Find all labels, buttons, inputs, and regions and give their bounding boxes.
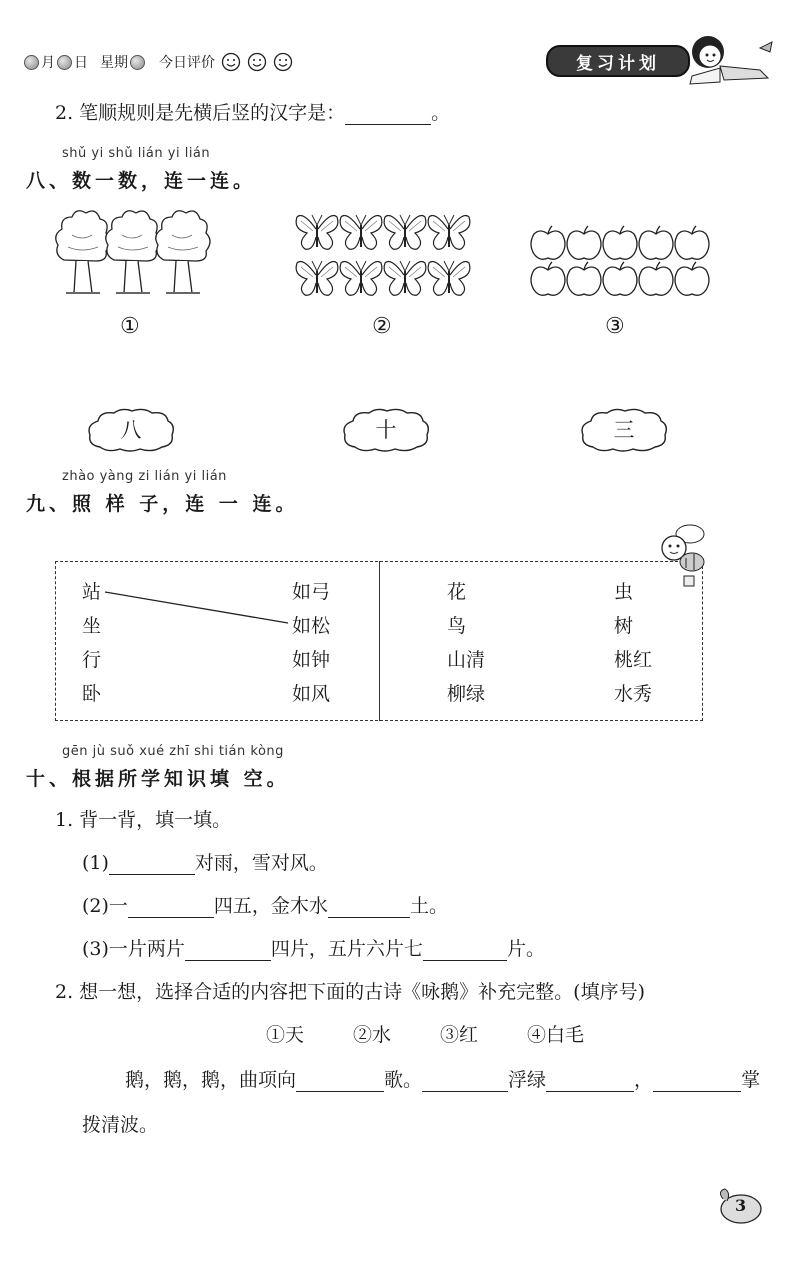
bee-mascot-icon (652, 522, 712, 590)
picture-label-1: ① (120, 314, 140, 339)
fill-text: 四片，五片六片七 (270, 938, 423, 960)
weekday-label: 星期 (100, 55, 128, 71)
answer-blank[interactable] (423, 940, 507, 961)
apple-icon (567, 262, 601, 295)
simile-word[interactable]: 如风 (292, 683, 331, 705)
month-bullet-icon (24, 55, 39, 70)
pair-word[interactable]: 水秀 (614, 683, 653, 705)
apple-icon (639, 226, 673, 259)
simile-word[interactable]: 如弓 (292, 581, 331, 603)
example-connect-line (104, 590, 290, 626)
apple-icon (603, 262, 637, 295)
month-label: 月 (41, 55, 55, 71)
answer-blank[interactable] (422, 1071, 508, 1092)
option-1[interactable]: ①天 (266, 1024, 305, 1046)
poem-line (125, 1068, 760, 1092)
fill-text: 片。 (506, 938, 545, 960)
picture-label-2: ② (372, 314, 392, 339)
apple-icon (567, 226, 601, 259)
butterfly-icon (340, 261, 382, 295)
apples-picture (528, 222, 713, 300)
smiley-icon[interactable] (221, 52, 241, 72)
section-8-title: 八、数一数，连一连。 (26, 170, 257, 192)
simile-word[interactable]: 如松 (292, 615, 331, 637)
poem-text: 掌 (741, 1069, 761, 1091)
number-card-three[interactable]: 三 (613, 418, 635, 442)
apple-icon (531, 262, 565, 295)
pair-word[interactable]: 柳绿 (447, 683, 486, 705)
item-number: (3)一片两片 (82, 938, 185, 960)
answer-blank[interactable] (296, 1071, 384, 1092)
item-number: (1) (82, 852, 109, 874)
trees-picture (52, 205, 212, 300)
fill-line-2 (82, 894, 448, 918)
option-2[interactable]: ②水 (353, 1024, 392, 1046)
butterfly-icon (296, 215, 338, 249)
poem-text: ， (634, 1069, 654, 1091)
posture-word[interactable]: 坐 (82, 615, 102, 637)
recite-question: 1. 背一背，填一填。 (55, 809, 232, 831)
header-date-bar (22, 50, 293, 74)
apple-icon (639, 262, 673, 295)
rating-label: 今日评价 (159, 55, 215, 71)
fill-text: 对雨，雪对风。 (194, 852, 328, 874)
pair-word[interactable]: 花 (447, 581, 467, 603)
apple-icon (531, 226, 565, 259)
section-8-pinyin: shǔ yi shǔ lián yi lián (62, 146, 211, 161)
answer-blank[interactable] (546, 1071, 634, 1092)
stroke-order-question-text: 2. 笔顺规则是先横后竖的汉字是： (55, 102, 346, 124)
pair-word[interactable]: 鸟 (447, 615, 467, 637)
matching-divider (379, 561, 380, 721)
number-card-eight[interactable]: 八 (120, 418, 142, 442)
fill-text: 土。 (409, 895, 448, 917)
apple-icon (675, 226, 709, 259)
pair-word[interactable]: 树 (614, 615, 634, 637)
answer-blank[interactable] (328, 897, 410, 918)
review-plan-banner: 复习计划 (546, 45, 690, 77)
butterfly-icon (340, 215, 382, 249)
section-10-title: 十、根据所学知识填 空。 (26, 768, 290, 790)
apple-icon (675, 262, 709, 295)
punctuation: 。 (431, 102, 451, 124)
poem-line-end: 拨清波。 (82, 1114, 159, 1136)
day-bullet-icon (57, 55, 72, 70)
apple-icon (603, 226, 637, 259)
section-10-pinyin: gēn jù suǒ xué zhī shi tián kòng (62, 744, 284, 759)
simile-word[interactable]: 如钟 (292, 649, 331, 671)
poem-text: 歌。 (384, 1069, 423, 1091)
butterfly-icon (296, 261, 338, 295)
tree-icon (156, 211, 210, 293)
pair-word[interactable]: 山清 (447, 649, 486, 671)
butterfly-icon (384, 215, 426, 249)
tree-icon (56, 211, 110, 293)
smiley-icon[interactable] (273, 52, 293, 72)
option-3[interactable]: ③红 (440, 1024, 479, 1046)
option-4[interactable]: ④白毛 (527, 1024, 585, 1046)
number-card-ten[interactable]: 十 (375, 418, 397, 442)
smiley-icon[interactable] (247, 52, 267, 72)
butterfly-icon (428, 215, 470, 249)
fill-line-1 (82, 851, 328, 875)
picture-label-3: ③ (605, 314, 625, 339)
poem-text: 浮绿 (508, 1069, 547, 1091)
weekday-bullet-icon (130, 55, 145, 70)
poem-question: 2. 想一想，选择合适的内容把下面的古诗《咏鹅》补充完整。(填序号) (55, 981, 645, 1003)
reading-girl-icon (680, 28, 780, 88)
fill-line-3 (82, 937, 545, 961)
item-number: (2)一 (82, 895, 128, 917)
section-9-title: 九、照 样 子，连 一 连。 (26, 493, 299, 515)
answer-blank[interactable] (345, 104, 431, 125)
answer-blank[interactable] (185, 940, 271, 961)
answer-blank[interactable] (109, 854, 195, 875)
posture-word[interactable]: 卧 (82, 683, 102, 705)
butterflies-picture (295, 207, 475, 302)
butterfly-icon (384, 261, 426, 295)
butterfly-icon (428, 261, 470, 295)
answer-blank[interactable] (128, 897, 214, 918)
posture-word[interactable]: 站 (82, 581, 102, 603)
tree-icon (106, 211, 160, 293)
day-label: 日 (74, 55, 88, 71)
posture-word[interactable]: 行 (82, 649, 102, 671)
stroke-order-question (55, 101, 450, 125)
page-number: 3 (735, 1196, 747, 1215)
section-9-pinyin: zhào yàng zi lián yi lián (62, 469, 227, 484)
pair-word[interactable]: 虫 (614, 581, 634, 603)
poem-text: 鹅，鹅，鹅，曲项向 (125, 1069, 297, 1091)
answer-blank[interactable] (653, 1071, 741, 1092)
fill-text: 四五，金木水 (213, 895, 328, 917)
pair-word[interactable]: 桃红 (614, 649, 653, 671)
